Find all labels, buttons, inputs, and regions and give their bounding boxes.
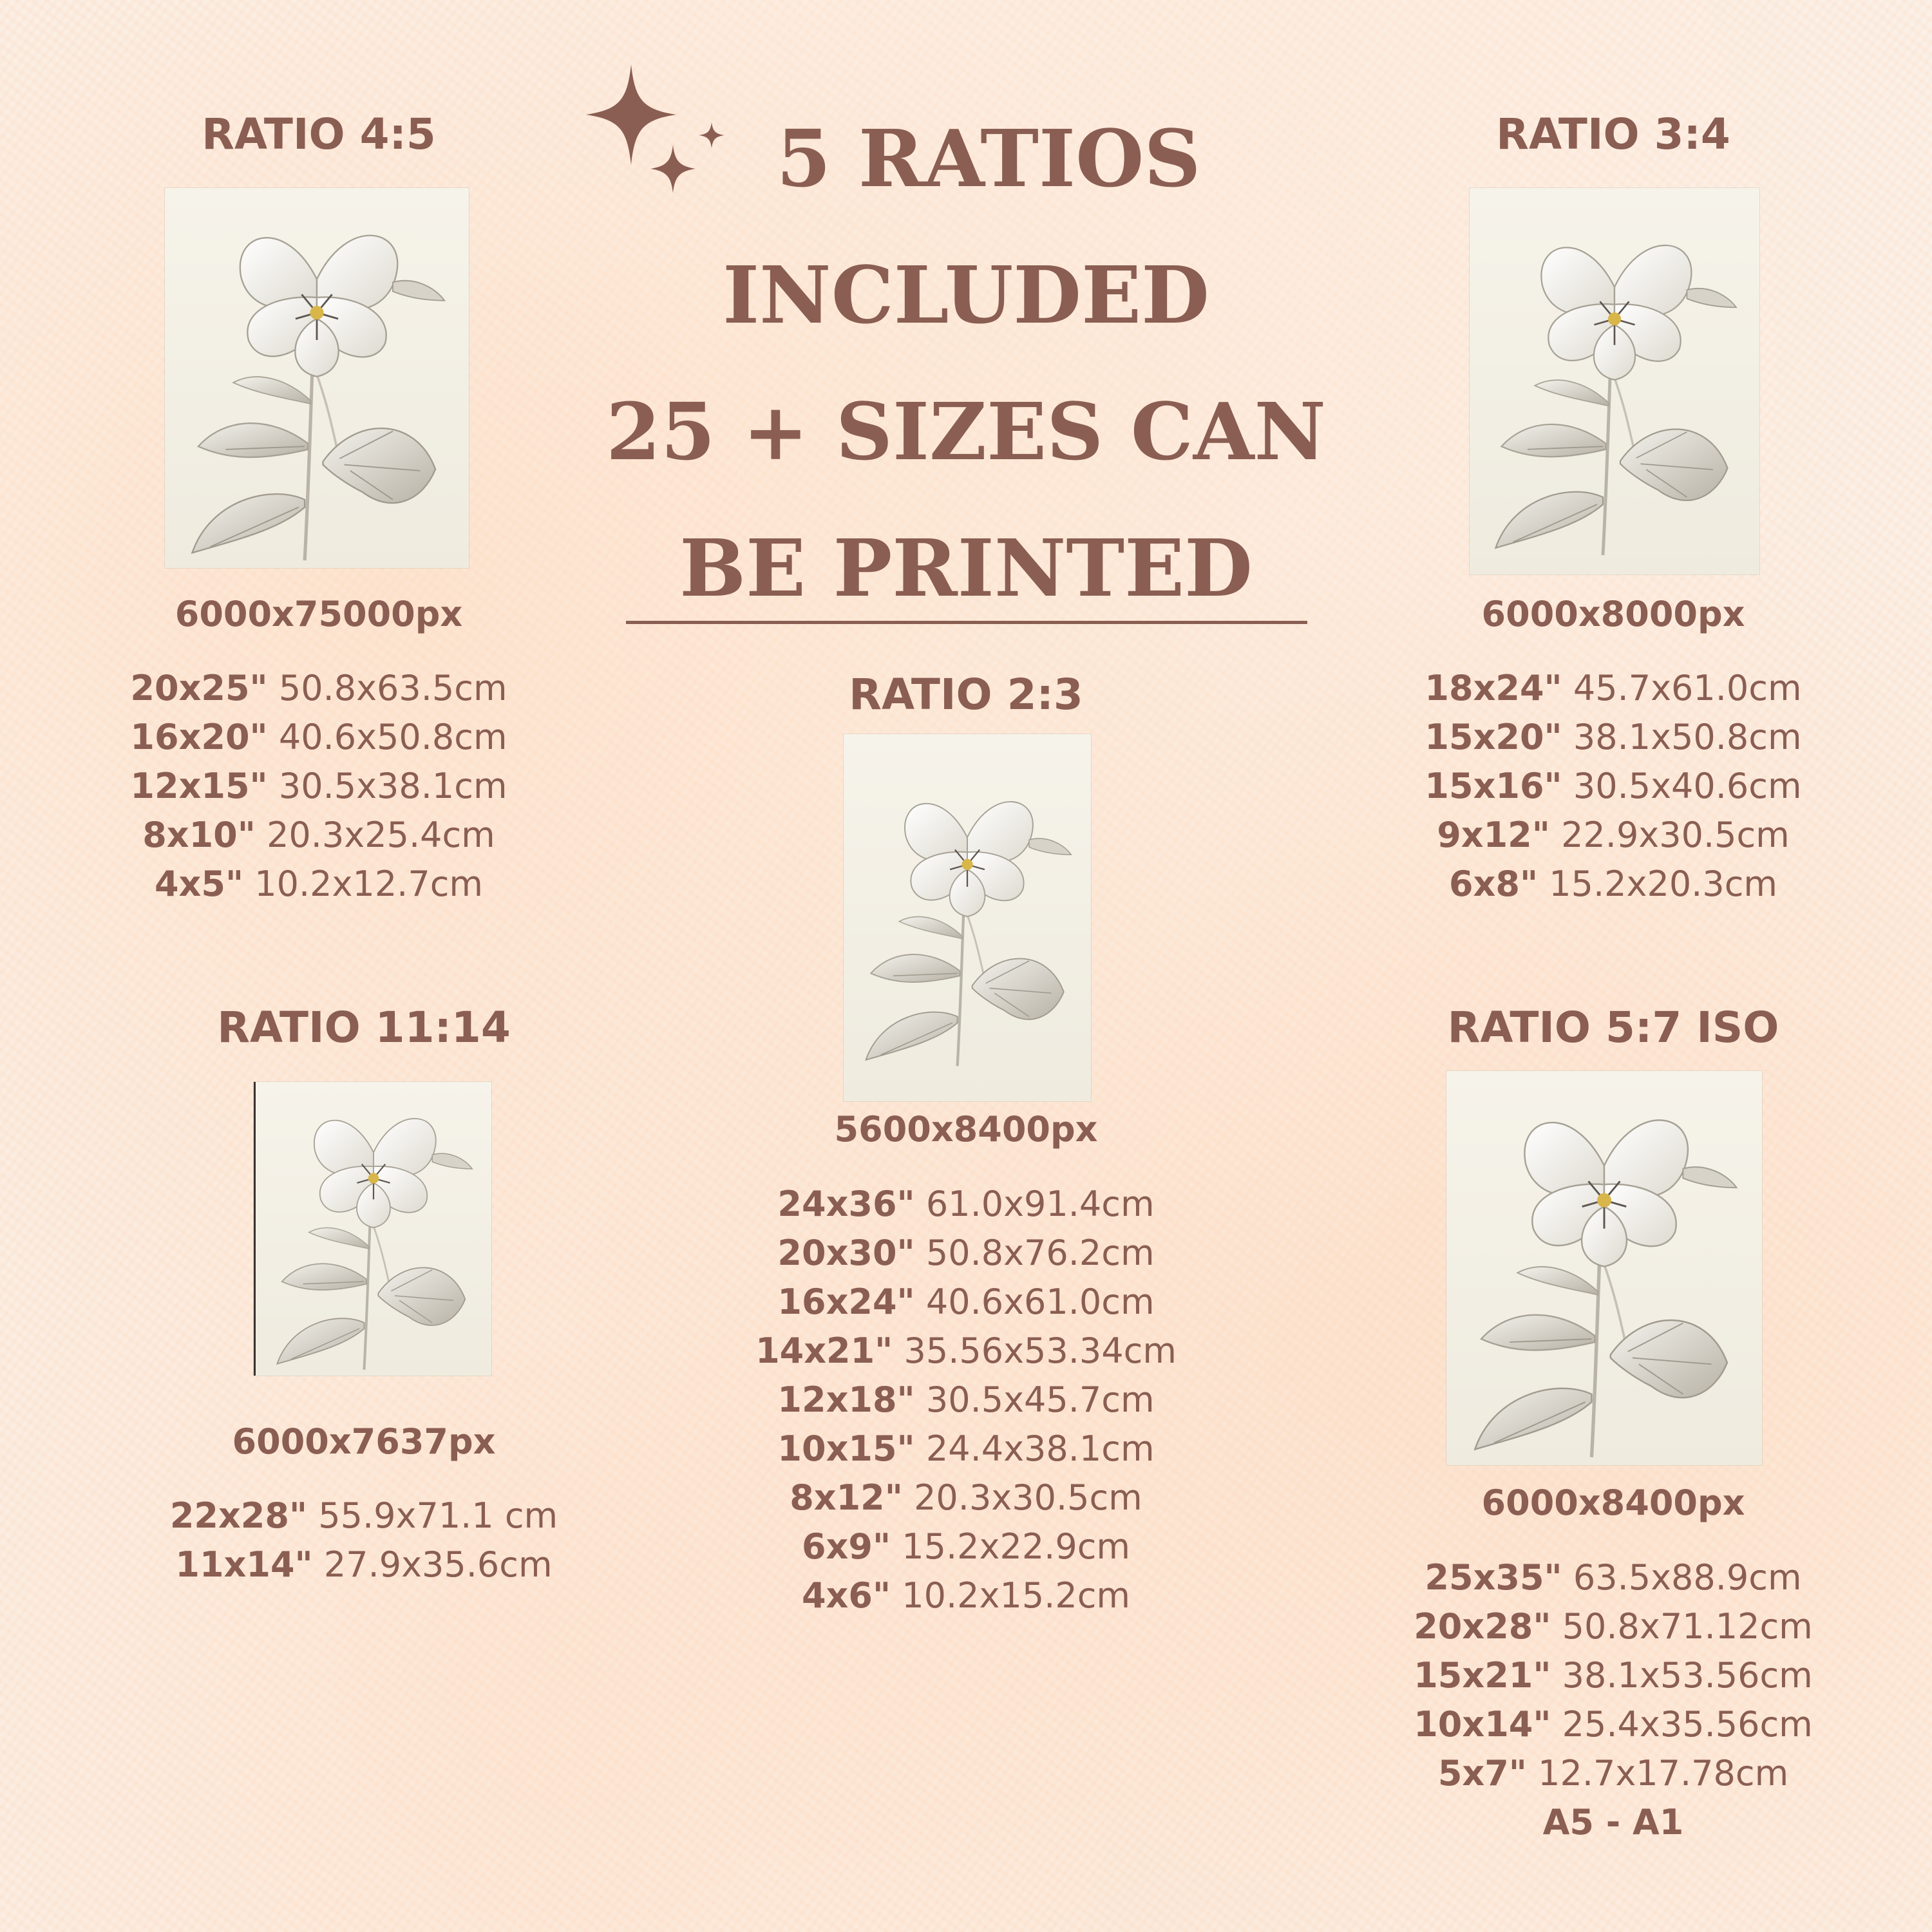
size-row: 5x7" 12.7x17.78cm — [1437, 1753, 1789, 1794]
size-row: 8x10" 20.3x25.4cm — [142, 815, 495, 855]
headline-line-3: 25 + SIZES CAN — [605, 385, 1326, 478]
ratio-3-4-pixels: 6000x8000px — [1481, 594, 1745, 634]
size-row: 20x28" 50.8x71.12cm — [1414, 1606, 1813, 1647]
ratio-3-4-size-list — [1356, 664, 1871, 909]
size-row: 16x20" 40.6x50.8cm — [130, 717, 507, 757]
ratio-3-4-print-image — [1470, 188, 1759, 574]
size-row: 4x5" 10.2x12.7cm — [154, 864, 483, 904]
ratio-5-7-iso-size-list — [1356, 1553, 1871, 1847]
ratio-4-5-pixels: 6000x75000px — [175, 594, 463, 634]
size-row: 20x30" 50.8x76.2cm — [777, 1233, 1155, 1273]
size-row: 15x20" 38.1x50.8cm — [1425, 717, 1802, 757]
iso-paper-range: A5 - A1 — [1542, 1802, 1684, 1842]
size-row: 20x25" 50.8x63.5cm — [130, 668, 507, 708]
size-row: 8x12" 20.3x30.5cm — [790, 1477, 1142, 1518]
size-row: 24x36" 61.0x91.4cm — [777, 1184, 1155, 1224]
ratio-11-14-pixels: 6000x7637px — [232, 1421, 496, 1462]
ratio-2-3-size-list — [708, 1180, 1224, 1620]
ratio-11-14-print-image — [254, 1082, 491, 1376]
ratio-4-5-print-image — [165, 188, 469, 568]
size-row: 12x15" 30.5x38.1cm — [130, 766, 507, 806]
headline — [592, 90, 1340, 636]
ratio-2-3-title: RATIO 2:3 — [849, 670, 1083, 719]
size-row: 15x16" 30.5x40.6cm — [1425, 766, 1802, 806]
headline-line-4: BE PRINTED — [679, 522, 1253, 614]
ratio-2-3-pixels: 5600x8400px — [834, 1109, 1098, 1150]
size-row: 4x6" 10.2x15.2cm — [801, 1575, 1130, 1616]
ratio-11-14-size-list — [106, 1492, 621, 1589]
ratio-4-5-title: RATIO 4:5 — [202, 109, 436, 159]
size-row: 6x9" 15.2x22.9cm — [801, 1526, 1130, 1567]
size-row: 22x28" 55.9x71.1 cm — [169, 1495, 558, 1536]
ratio-2-3-print-image — [844, 734, 1091, 1101]
size-row: 9x12" 22.9x30.5cm — [1437, 815, 1790, 855]
headline-line-2: INCLUDED — [723, 249, 1209, 341]
size-row: 15x21" 38.1x53.56cm — [1414, 1655, 1813, 1696]
ratio-3-4-title: RATIO 3:4 — [1496, 109, 1730, 159]
ratio-11-14-title: RATIO 11:14 — [217, 1003, 511, 1052]
size-row: 6x8" 15.2x20.3cm — [1448, 864, 1777, 904]
headline-underline — [626, 621, 1307, 624]
ratio-5-7-iso-print-image — [1446, 1071, 1762, 1465]
size-row: 18x24" 45.7x61.0cm — [1425, 668, 1802, 708]
headline-line-1: 5 RATIOS — [776, 112, 1201, 205]
size-row: 25x35" 63.5x88.9cm — [1425, 1557, 1802, 1598]
ratio-4-5-size-list — [61, 664, 576, 909]
size-row: 10x14" 25.4x35.56cm — [1414, 1704, 1813, 1745]
size-row: 16x24" 40.6x61.0cm — [777, 1282, 1155, 1322]
ratio-5-7-iso-title: RATIO 5:7 ISO — [1447, 1003, 1779, 1052]
size-row: 11x14" 27.9x35.6cm — [175, 1544, 553, 1585]
size-row: 14x21" 35.56x53.34cm — [755, 1331, 1177, 1371]
size-row: 12x18" 30.5x45.7cm — [777, 1379, 1155, 1420]
ratio-5-7-iso-pixels: 6000x8400px — [1481, 1482, 1745, 1523]
size-row: 10x15" 24.4x38.1cm — [777, 1428, 1155, 1469]
